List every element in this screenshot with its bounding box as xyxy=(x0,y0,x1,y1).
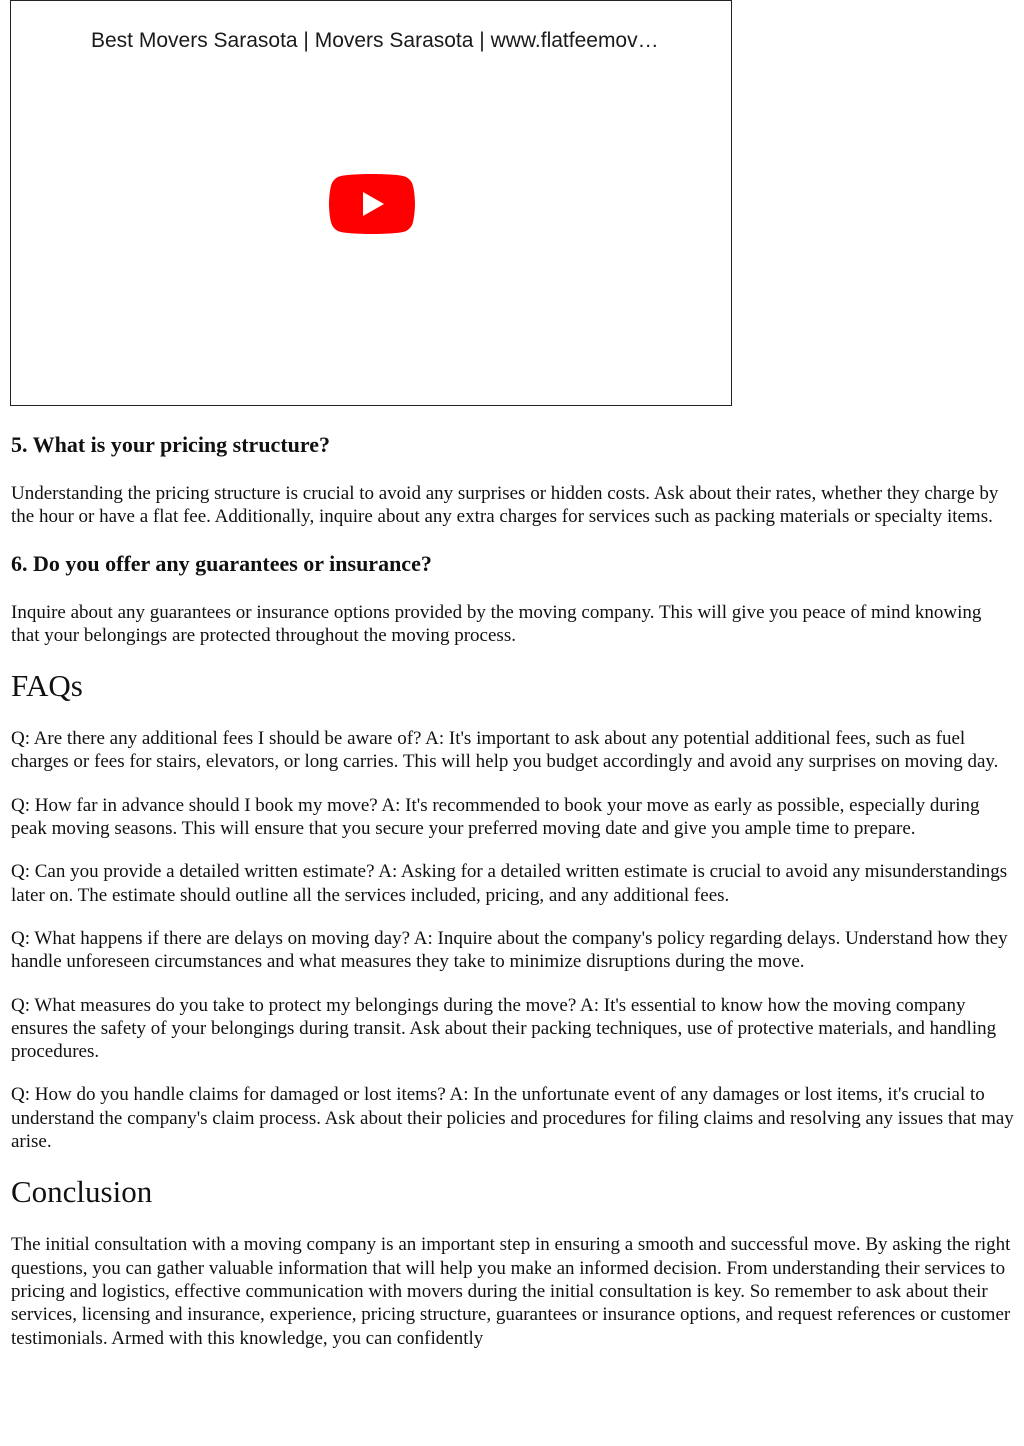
section-heading-guarantees: 6. Do you offer any guarantees or insurance? xyxy=(11,550,432,576)
youtube-play-icon[interactable] xyxy=(329,173,415,235)
faq-item: Q: How far in advance should I book my move? A: It's recommended to book your move as early as possible, especially during peak moving seasons. This will ensure that you secure your preferred moving date and give you ample time to prepare. xyxy=(11,794,980,840)
faq-item: Q: How do you handle claims for damaged or lost items? A: In the unfortunate event of any damages or lost items, it's crucial to understand the company's claim process. Ask about their policies and procedures for filing claims and resolving any issues that may arise. xyxy=(11,1084,1014,1153)
article-content xyxy=(11,412,1014,1370)
video-title[interactable]: Best Movers Sarasota | Movers Sarasota | www.flatfeemov… xyxy=(91,29,659,52)
faq-item: Q: Are there any additional fees I should be aware of? A: It's important to ask about any potential additional fees, such as fuel charges or fees for stairs, elevators, or long carries. This will help you budget accordingly and avoid any surprises on moving day. xyxy=(11,728,999,773)
section-heading-pricing: 5. What is your pricing structure? xyxy=(11,432,331,457)
faq-item: Q: What measures do you take to protect my belongings during the move? A: It's essential to know how the moving company ensures the safety of your belongings during transit. Ask about their packing techniques, use of protective materials, and handling procedures. xyxy=(11,994,997,1063)
faqs-heading: FAQs xyxy=(11,668,83,704)
faq-item: Q: Can you provide a detailed written estimate? A: Asking for a detailed written estimate is crucial to avoid any misunderstandings later on. The estimate should outline all the services included, pricing, and any additional fees. xyxy=(11,861,1008,906)
section-body-pricing: Understanding the pricing structure is crucial to avoid any surprises or hidden costs. Ask about their rates, whether they charge by the hour or have a flat fee. Additionally, inquire about any extra charges for services such as packing materials or specialty items. xyxy=(11,483,999,528)
conclusion-body: The initial consultation with a moving company is an important step in ensuring a smooth and successful move. By asking the right questions, you can gather valuable information that will help you make an informed decision. From understanding their services to pricing and logistics, effective communication with movers during the initial consultation is key. So remember to ask about their services, licensing and insurance, experience, pricing structure, guarantees or insurance options, and request references or customer testimonials. Armed with this knowledge, you can confidently xyxy=(11,1234,1011,1349)
faq-item: Q: What happens if there are delays on moving day? A: Inquire about the company's policy regarding delays. Understand how they handle unforeseen circumstances and what measures they take to minimize disruptions during the move. xyxy=(11,927,1008,973)
conclusion-heading: Conclusion xyxy=(11,1174,153,1210)
section-body-guarantees: Inquire about any guarantees or insurance options provided by the moving company. This will give you peace of mind knowing that your belongings are protected throughout the moving process. xyxy=(11,601,982,646)
video-embed[interactable] xyxy=(10,0,732,406)
